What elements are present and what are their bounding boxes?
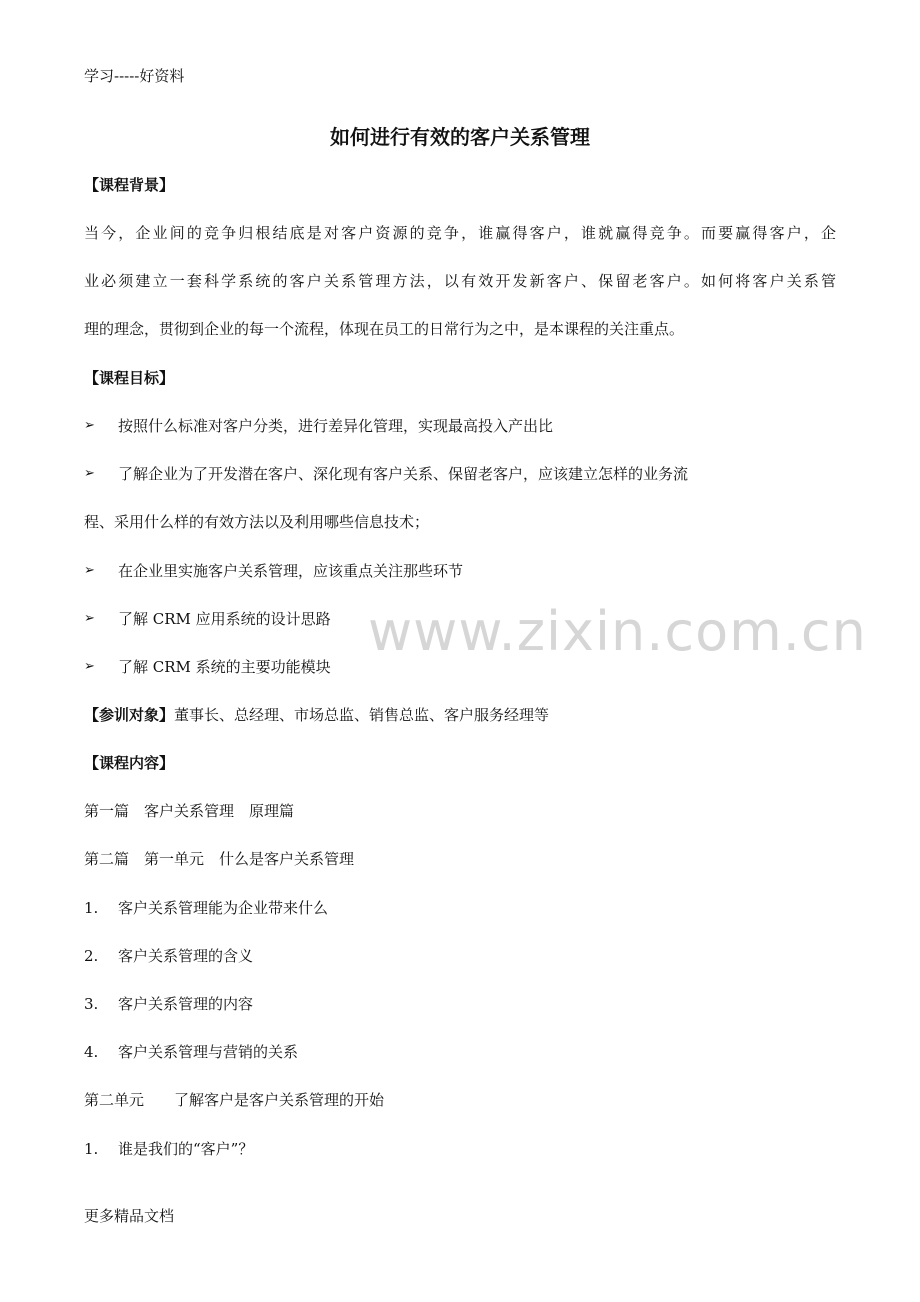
bullet-arrow-icon: ➢	[84, 659, 95, 674]
goal-item: 了解企业为了开发潜在客户、深化现有客户关系、保留老客户，应该建立怎样的业务流	[118, 465, 689, 483]
goal-item: 按照什么标准对客户分类，进行差异化管理，实现最高投入产出比	[118, 417, 554, 435]
section-heading-background: 【课程背景】	[84, 176, 175, 194]
list-number: 1.	[84, 1140, 99, 1158]
goal-item: 了解 CRM 系统的主要功能模块	[118, 658, 331, 676]
bullet-arrow-icon: ➢	[84, 611, 95, 626]
part-title: 第二篇 第一单元 什么是客户关系管理	[84, 850, 355, 868]
page-footer: 更多精品文档	[84, 1207, 175, 1225]
background-line: 当今，企业间的竞争归根结底是对客户资源的竞争，谁赢得客户，谁就赢得竞争。而要赢得客户，企	[84, 224, 836, 242]
document-title: 如何进行有效的客户关系管理	[330, 125, 590, 149]
part-title: 第一篇 客户关系管理 原理篇	[84, 802, 295, 820]
list-number: 1.	[84, 899, 99, 917]
section-heading-content: 【课程内容】	[84, 754, 175, 772]
list-number: 2.	[84, 947, 99, 965]
background-line: 理的理念，贯彻到企业的每一个流程，体现在员工的日常行为之中，是本课程的关注重点。	[84, 320, 685, 338]
background-line: 业必须建立一套科学系统的客户关系管理方法，以有效开发新客户、保留老客户。如何将客户关系管	[84, 272, 836, 290]
audience-text: 董事长、总经理、市场总监、销售总监、客户服务经理等	[174, 706, 550, 724]
list-item: 客户关系管理能为企业带来什么	[118, 899, 329, 917]
list-number: 3.	[84, 995, 99, 1013]
goal-item-continuation: 程、采用什么样的有效方法以及利用哪些信息技术；	[84, 513, 430, 531]
list-number: 4.	[84, 1043, 99, 1061]
audience-line	[84, 705, 549, 725]
list-item: 谁是我们的“客户”？	[118, 1140, 254, 1158]
list-item: 客户关系管理的含义	[118, 947, 254, 965]
goal-item: 了解 CRM 应用系统的设计思路	[118, 610, 331, 628]
unit-title: 第二单元 了解客户是客户关系管理的开始	[84, 1091, 385, 1109]
list-item: 客户关系管理的内容	[118, 995, 254, 1013]
page-header: 学习-----好资料	[84, 67, 185, 85]
bullet-arrow-icon: ➢	[84, 563, 95, 578]
section-heading-audience: 【参训对象】	[84, 706, 175, 724]
list-item: 客户关系管理与营销的关系	[118, 1043, 299, 1061]
section-heading-goals: 【课程目标】	[84, 369, 175, 387]
watermark: www.zixin.com.cn	[368, 600, 867, 663]
bullet-arrow-icon: ➢	[84, 466, 95, 481]
goal-item: 在企业里实施客户关系管理，应该重点关注那些环节	[118, 562, 464, 580]
bullet-arrow-icon: ➢	[84, 418, 95, 433]
